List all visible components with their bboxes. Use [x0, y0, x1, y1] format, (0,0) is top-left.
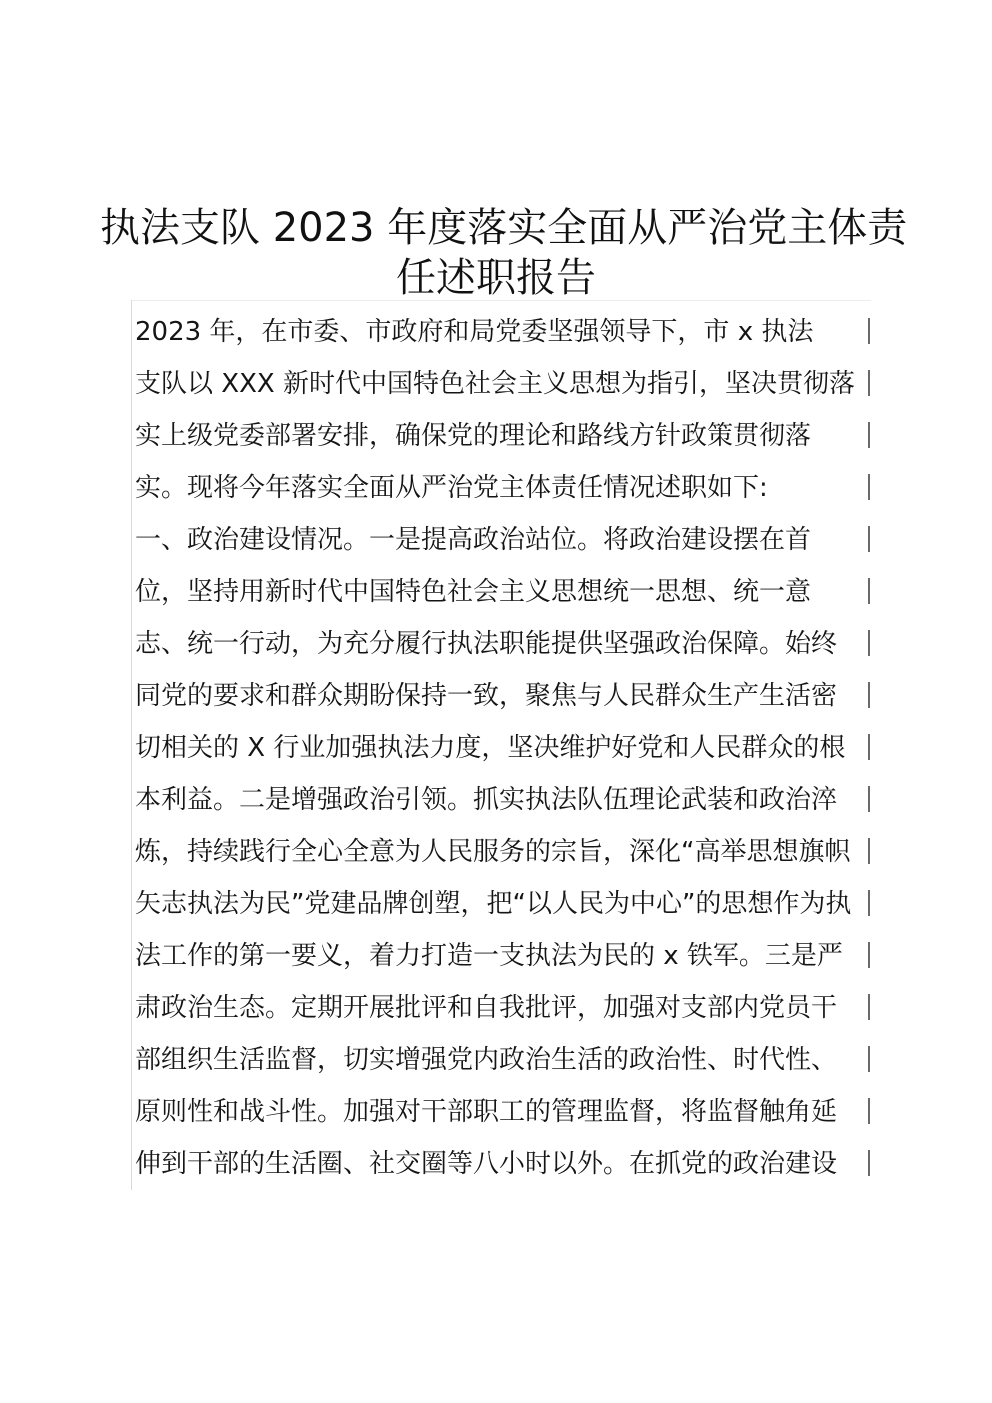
body-line: 肃政治生态。定期开展批评和自我批评，加强对支部内党员干 [135, 993, 838, 1023]
body-line: 支队以 XXX 新时代中国特色社会主义思想为指引，坚决贯彻落 [135, 369, 855, 399]
document-title [100, 203, 908, 303]
right-edge-mark [868, 1046, 870, 1072]
right-edge-mark [868, 474, 870, 500]
title-line-2: 任述职报告 [396, 254, 596, 301]
title-line-1: 执法支队 2023 年度落实全面从严治党主体责 [100, 204, 908, 251]
right-edge-mark [868, 786, 870, 812]
body-line: 志、统一行动，为充分履行执法职能提供坚强政治保障。始终 [135, 629, 838, 659]
right-edge-mark [868, 1098, 870, 1124]
right-edge-mark [868, 734, 870, 760]
body-line: 切相关的 X 行业加强执法力度，坚决维护好党和人民群众的根 [135, 733, 846, 763]
body-line: 矢志执法为民”党建品牌创塑，把“以人民为中心”的思想作为执 [135, 889, 852, 919]
right-edge-mark [868, 890, 870, 916]
body-line: 本利益。二是增强政治引领。抓实执法队伍理论武装和政治淬 [135, 785, 838, 815]
body-line: 一、政治建设情况。一是提高政治站位。将政治建设摆在首 [135, 525, 812, 555]
right-edge-mark [868, 1150, 870, 1176]
right-edge-mark [868, 526, 870, 552]
body-line: 位，坚持用新时代中国特色社会主义思想统一思想、统一意 [135, 577, 812, 607]
body-line: 实。现将今年落实全面从严治党主体责任情况述职如下: [135, 473, 768, 503]
body-line: 2023 年，在市委、市政府和局党委坚强领导下，市 x 执法 [135, 317, 814, 347]
right-edge-mark [868, 942, 870, 968]
body-line: 伸到干部的生活圈、社交圈等八小时以外。在抓党的政治建设 [135, 1149, 838, 1179]
body-line: 部组织生活监督，切实增强党内政治生活的政治性、时代性、 [135, 1045, 838, 1075]
right-edge-mark [868, 994, 870, 1020]
document-body [135, 306, 870, 1190]
right-edge-mark [868, 318, 870, 344]
right-edge-mark [868, 578, 870, 604]
body-line: 同党的要求和群众期盼保持一致，聚焦与人民群众生产生活密 [135, 681, 838, 711]
right-edge-mark [868, 630, 870, 656]
body-line: 法工作的第一要义，着力打造一支执法为民的 x 铁军。三是严 [135, 941, 843, 971]
right-edge-mark [868, 682, 870, 708]
body-line: 炼，持续践行全心全意为人民服务的宗旨，深化“高举思想旗帜 [135, 837, 851, 867]
text-frame-left-rule [131, 300, 132, 1190]
body-line: 原则性和战斗性。加强对干部职工的管理监督，将监督触角延 [135, 1097, 838, 1127]
right-edge-mark [868, 422, 870, 448]
right-edge-mark [868, 838, 870, 864]
body-line: 实上级党委部署安排，确保党的理论和路线方针政策贯彻落 [135, 421, 812, 451]
right-edge-mark [868, 370, 870, 396]
